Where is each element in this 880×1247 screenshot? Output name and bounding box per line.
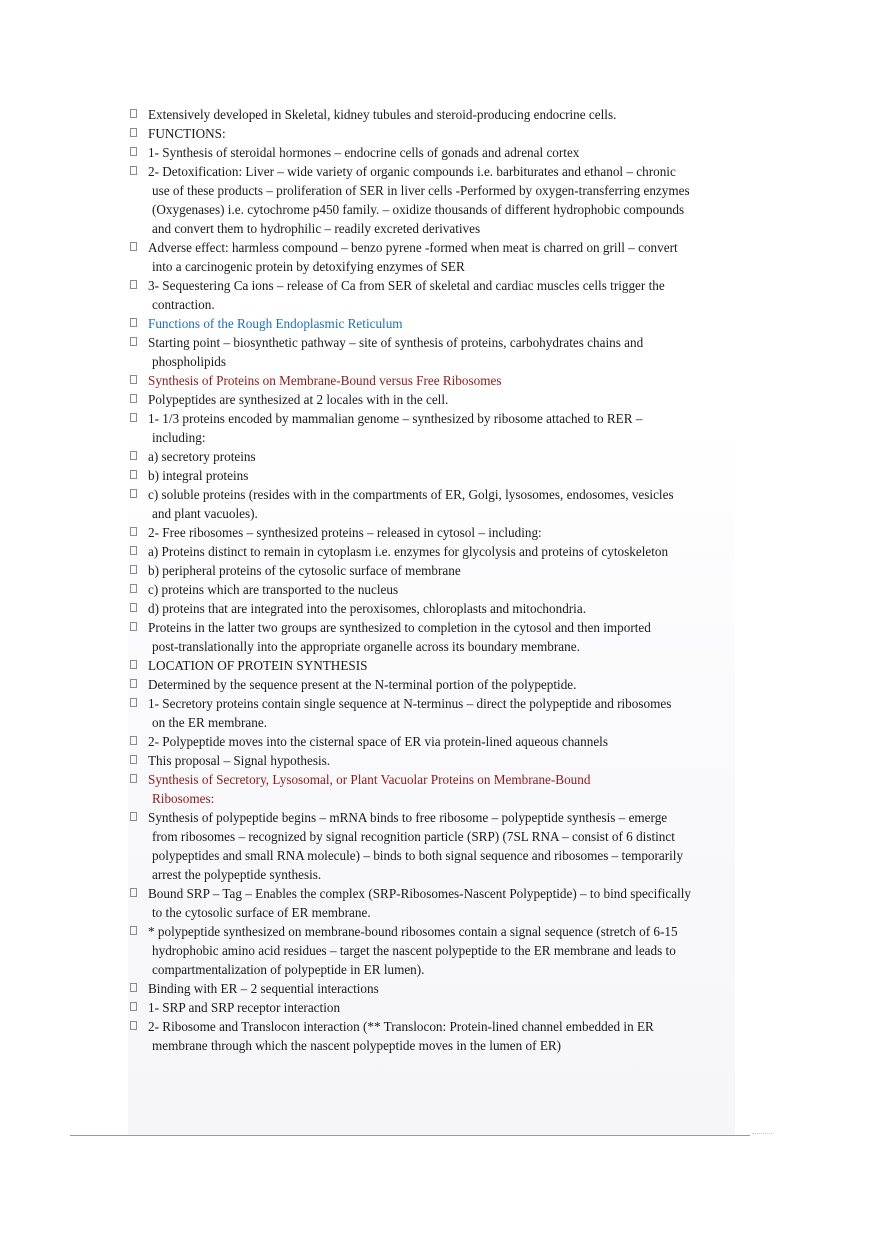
list-item-line: b) peripheral proteins of the cytosolic surface of membrane <box>148 563 461 578</box>
bullet-box-icon <box>130 318 137 327</box>
list-item-line: post-translationally into the appropriate organelle across its boundary membrane. <box>152 639 580 654</box>
list-item-line: hydrophobic amino acid residues – target the nascent polypeptide to the ER membrane and leads to <box>152 943 676 958</box>
list-item-line: polypeptides and small RNA molecule) – binds to both signal sequence and ribosomes – temporarily <box>152 848 684 863</box>
bullet-box-icon <box>130 660 137 669</box>
list-item <box>130 922 740 979</box>
bullet-box-icon <box>130 698 137 707</box>
list-item-line: 2- Polypeptide moves into the cisternal space of ER via protein-lined aqueous channels <box>148 734 608 749</box>
bullet-box-icon <box>130 888 137 897</box>
list-item-line: c) soluble proteins (resides with in the compartments of ER, Golgi, lysosomes, endosomes, vesicles <box>148 487 674 502</box>
list-item-line: LOCATION OF PROTEIN SYNTHESIS <box>148 658 368 673</box>
list-item <box>130 998 740 1017</box>
list-item <box>130 466 740 485</box>
bullet-box-icon <box>130 736 137 745</box>
bullet-box-icon <box>130 565 137 574</box>
bullet-box-icon <box>130 679 137 688</box>
list-item-line: Starting point – biosynthetic pathway – site of synthesis of proteins, carbohydrates chains and <box>148 335 644 350</box>
list-item-line: arrest the polypeptide synthesis. <box>152 867 322 882</box>
list-item-line: c) proteins which are transported to the nucleus <box>148 582 399 597</box>
bullet-box-icon <box>130 584 137 593</box>
list-item-line: and plant vacuoles). <box>152 506 258 521</box>
list-item-line: Proteins in the latter two groups are synthesized to completion in the cytosol and then imported <box>148 620 651 635</box>
list-item-line: Binding with ER – 2 sequential interactions <box>148 981 379 996</box>
bullet-box-icon <box>130 1021 137 1030</box>
list-item-line: Synthesis of polypeptide begins – mRNA binds to free ribosome – polypeptide synthesis – emerge <box>148 810 668 825</box>
list-item-line: phospholipids <box>152 354 227 369</box>
footer-divider <box>70 1135 750 1136</box>
list-item-line: from ribosomes – recognized by signal recognition particle (SRP) (7SL RNA – consist of 6 distinct <box>152 829 675 844</box>
list-item-line: b) integral proteins <box>148 468 249 483</box>
list-item <box>130 276 740 314</box>
list-item-line: Adverse effect: harmless compound – benzo pyrene -formed when meat is charred on grill – convert <box>148 240 678 255</box>
bullet-list <box>130 105 740 1055</box>
list-item-line: contraction. <box>152 297 215 312</box>
bullet-box-icon <box>130 337 137 346</box>
list-item-line: (Oxygenases) i.e. cytochrome p450 family. – oxidize thousands of different hydrophobic compounds <box>152 202 685 217</box>
list-item <box>130 808 740 884</box>
list-item <box>130 580 740 599</box>
list-item-line: and convert them to hydrophilic – readily excreted derivatives <box>152 221 481 236</box>
list-item <box>130 143 740 162</box>
list-item <box>130 105 740 124</box>
list-item-line: a) Proteins distinct to remain in cytoplasm i.e. enzymes for glycolysis and proteins of cytoskeleton <box>148 544 669 559</box>
list-item-line: Synthesis of Secretory, Lysosomal, or Plant Vacuolar Proteins on Membrane-Bound <box>148 772 591 787</box>
list-item <box>130 884 740 922</box>
list-item-line: to the cytosolic surface of ER membrane. <box>152 905 371 920</box>
list-item-line: Determined by the sequence present at the N-terminal portion of the polypeptide. <box>148 677 577 692</box>
list-item-line: 2- Free ribosomes – synthesized proteins – released in cytosol – including: <box>148 525 542 540</box>
list-item <box>130 333 740 371</box>
list-item <box>130 732 740 751</box>
bullet-box-icon <box>130 755 137 764</box>
bullet-box-icon <box>130 394 137 403</box>
list-item <box>130 1017 740 1055</box>
list-item <box>130 447 740 466</box>
bullet-box-icon <box>130 451 137 460</box>
list-item <box>130 770 740 808</box>
list-item <box>130 523 740 542</box>
bullet-box-icon <box>130 546 137 555</box>
list-item <box>130 751 740 770</box>
list-item-line: Extensively developed in Skeletal, kidney tubules and steroid-producing endocrine cells. <box>148 107 617 122</box>
list-item-line: 1- Synthesis of steroidal hormones – endocrine cells of gonads and adrenal cortex <box>148 145 580 160</box>
list-item-line: Bound SRP – Tag – Enables the complex (SRP-Ribosomes-Nascent Polypeptide) – to bind specifically <box>148 886 691 901</box>
list-item-line: 2- Ribosome and Translocon interaction (** Translocon: Protein-lined channel embedded in ER <box>148 1019 654 1034</box>
list-item-line: This proposal – Signal hypothesis. <box>148 753 331 768</box>
list-item-line: 3- Sequestering Ca ions – release of Ca from SER of skeletal and cardiac muscles cells trigger the <box>148 278 665 293</box>
bullet-box-icon <box>130 774 137 783</box>
list-item-line: Functions of the Rough Endoplasmic Reticulum <box>148 316 403 331</box>
list-item <box>130 390 740 409</box>
bullet-box-icon <box>130 375 137 384</box>
list-item <box>130 561 740 580</box>
list-item <box>130 694 740 732</box>
bullet-box-icon <box>130 527 137 536</box>
bullet-box-icon <box>130 109 137 118</box>
list-item-line: Synthesis of Proteins on Membrane-Bound versus Free Ribosomes <box>148 373 502 388</box>
list-item <box>130 979 740 998</box>
list-item <box>130 371 740 390</box>
bullet-box-icon <box>130 413 137 422</box>
list-item-line: FUNCTIONS: <box>148 126 226 141</box>
list-item-line: Ribosomes: <box>152 791 215 806</box>
bullet-box-icon <box>130 147 137 156</box>
list-item-line: membrane through which the nascent polypeptide moves in the lumen of ER) <box>152 1038 562 1053</box>
bullet-box-icon <box>130 926 137 935</box>
footer-mark <box>752 1133 772 1136</box>
bullet-box-icon <box>130 242 137 251</box>
list-item-line: including: <box>152 430 206 445</box>
list-item <box>130 618 740 656</box>
list-item <box>130 238 740 276</box>
bullet-box-icon <box>130 470 137 479</box>
list-item-line: 2- Detoxification: Liver – wide variety of organic compounds i.e. barbiturates and ethanol – chronic <box>148 164 676 179</box>
list-item-line: a) secretory proteins <box>148 449 256 464</box>
list-item <box>130 485 740 523</box>
bullet-box-icon <box>130 166 137 175</box>
list-item <box>130 656 740 675</box>
list-item <box>130 542 740 561</box>
bullet-box-icon <box>130 622 137 631</box>
list-item-line: compartmentalization of polypeptide in ER lumen). <box>152 962 425 977</box>
list-item <box>130 162 740 238</box>
list-item-line: * polypeptide synthesized on membrane-bound ribosomes contain a signal sequence (stretch of 6-15 <box>148 924 678 939</box>
list-item <box>130 409 740 447</box>
bullet-box-icon <box>130 128 137 137</box>
list-item-line: on the ER membrane. <box>152 715 267 730</box>
list-item-line: 1- Secretory proteins contain single sequence at N-terminus – direct the polypeptide and ribosomes <box>148 696 672 711</box>
list-item-line: 1- 1/3 proteins encoded by mammalian genome – synthesized by ribosome attached to RER – <box>148 411 643 426</box>
list-item-line: d) proteins that are integrated into the peroxisomes, chloroplasts and mitochondria. <box>148 601 587 616</box>
list-item <box>130 599 740 618</box>
list-item-line: into a carcinogenic protein by detoxifying enzymes of SER <box>152 259 465 274</box>
list-item <box>130 314 740 333</box>
bullet-box-icon <box>130 1002 137 1011</box>
bullet-box-icon <box>130 280 137 289</box>
list-item-line: 1- SRP and SRP receptor interaction <box>148 1000 341 1015</box>
list-item-line: Polypeptides are synthesized at 2 locales with in the cell. <box>148 392 449 407</box>
list-item-line: use of these products – proliferation of SER in liver cells -Performed by oxygen-transferring enzymes <box>152 183 690 198</box>
list-item <box>130 124 740 143</box>
bullet-box-icon <box>130 489 137 498</box>
bullet-box-icon <box>130 983 137 992</box>
list-item <box>130 675 740 694</box>
bullet-box-icon <box>130 603 137 612</box>
bullet-box-icon <box>130 812 137 821</box>
